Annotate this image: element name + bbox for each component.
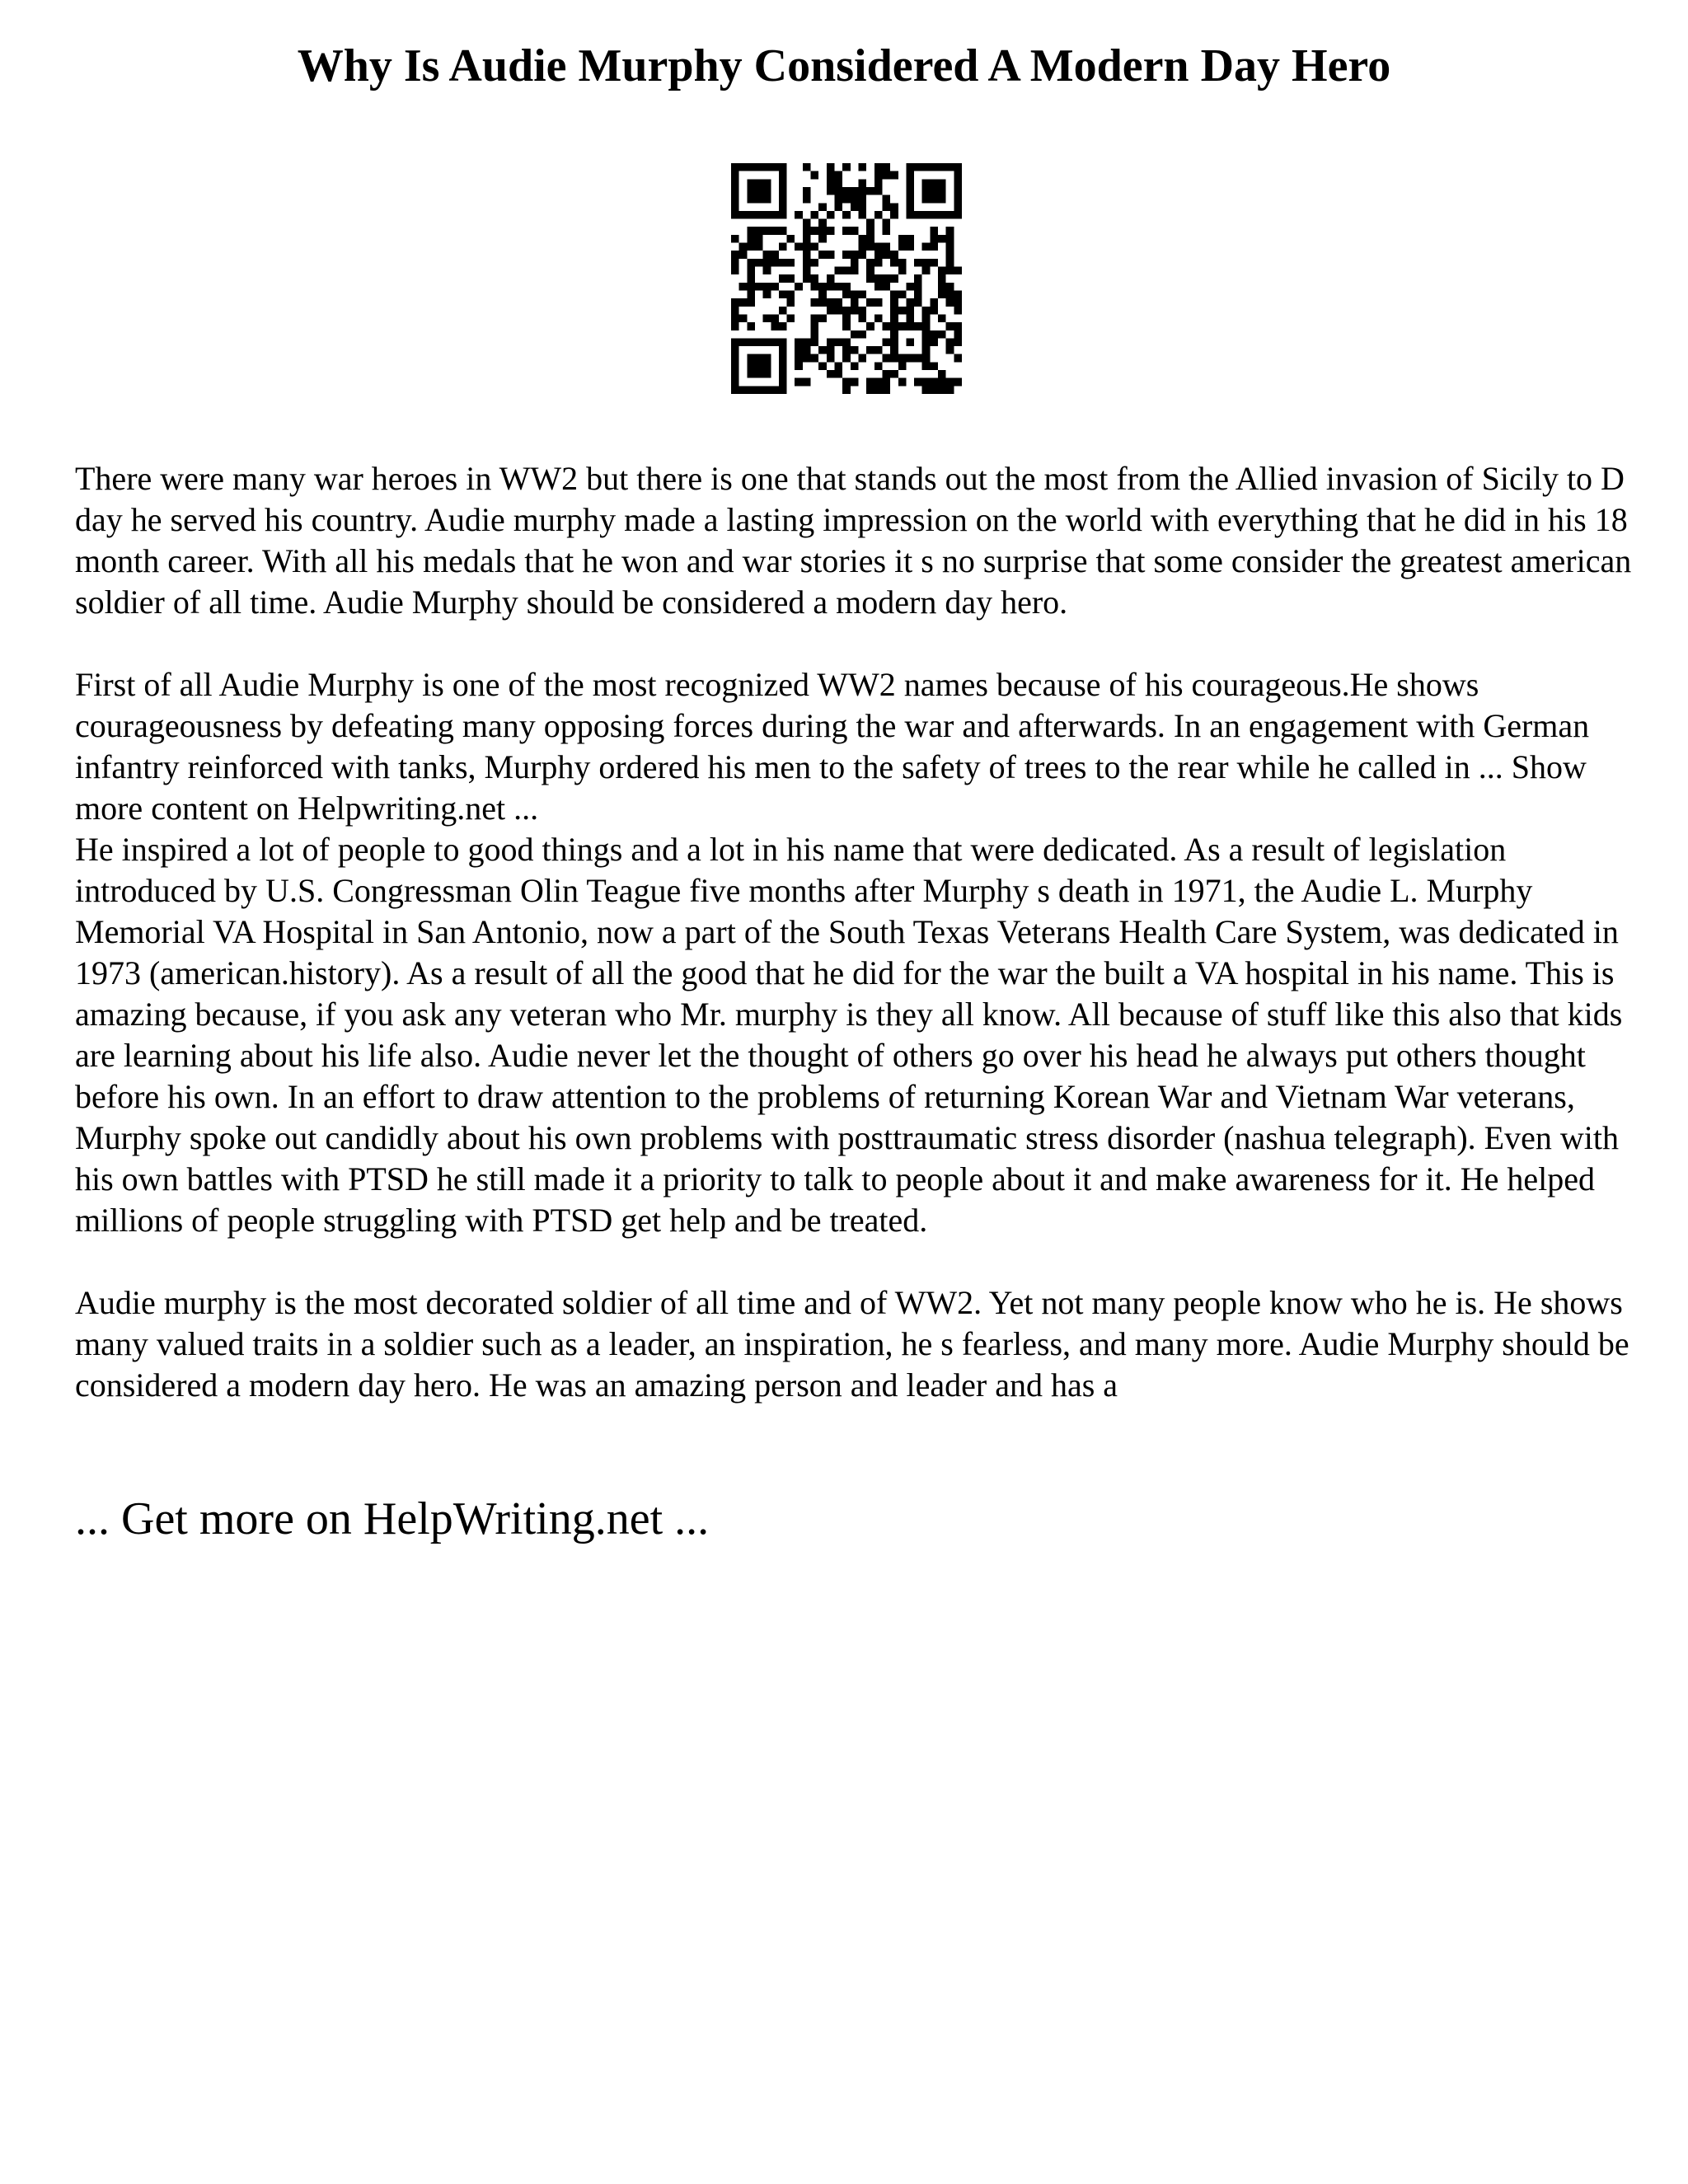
article-body — [75, 458, 1641, 1406]
qr-code-icon[interactable] — [731, 163, 962, 394]
paragraph-conclusion: Audie murphy is the most decorated soldier of all time and of WW2. Yet not many people know who he is. He shows many valued traits in a soldier such as a leader, an inspiration, he s fearless, and many more. Audie Murphy should be considered a modern day hero. He was an amazing person and leader and has a — [75, 1284, 1629, 1404]
paragraph-inspiration: He inspired a lot of people to good things and a lot in his name that were dedicated. As a result of legislation introduced by U.S. Congressman Olin Teague five months after Murphy s death in 1971, the Audie L. Murphy Memorial VA Hospital in San Antonio, now a part of the South Texas Veterans Health Care System, was dedicated in 1973 (american.history). As a result of all the good that he did for the war the built a VA hospital in his name. This is amazing because, if you ask any veteran who Mr. murphy is they all know. All because of stuff like this also that kids are learning about his life also. Audie never let the thought of others go over his head he always put others thought before his own. In an effort to draw attention to the problems of returning Korean War and Vietnam War veterans, Murphy spoke out candidly about his own problems with posttraumatic stress disorder (nashua telegraph). Even with his own battles with PTSD he still made it a priority to talk to people about it and make awareness for it. He helped millions of people struggling with PTSD get help and be treated. — [75, 831, 1623, 1239]
get-more-link[interactable]: ... Get more on HelpWriting.net ... — [75, 1493, 710, 1544]
page-title: Why Is Audie Murphy Considered A Modern Day Hero — [297, 40, 1391, 91]
paragraph-intro: There were many war heroes in WW2 but there is one that stands out the most from the Allied invasion of Sicily to D day he served his country. Audie murphy made a lasting impression on the world with everything that he did in his 18 month career. With all his medals that he won and war stories it s no surprise that some consider the greatest american soldier of all time. Audie Murphy should be considered a modern day hero. — [75, 460, 1632, 621]
paragraph-gap — [75, 623, 1641, 664]
paragraph-courage: First of all Audie Murphy is one of the most recognized WW2 names because of his courageous.He shows courageousness by defeating many opposing forces during the war and afterwards. In an engagement with German infantry reinforced with tanks, Murphy ordered his men to the safety of trees to the rear while he called in ... Show more content on Helpwriting.net ... — [75, 666, 1590, 827]
paragraph-gap — [75, 1241, 1641, 1282]
